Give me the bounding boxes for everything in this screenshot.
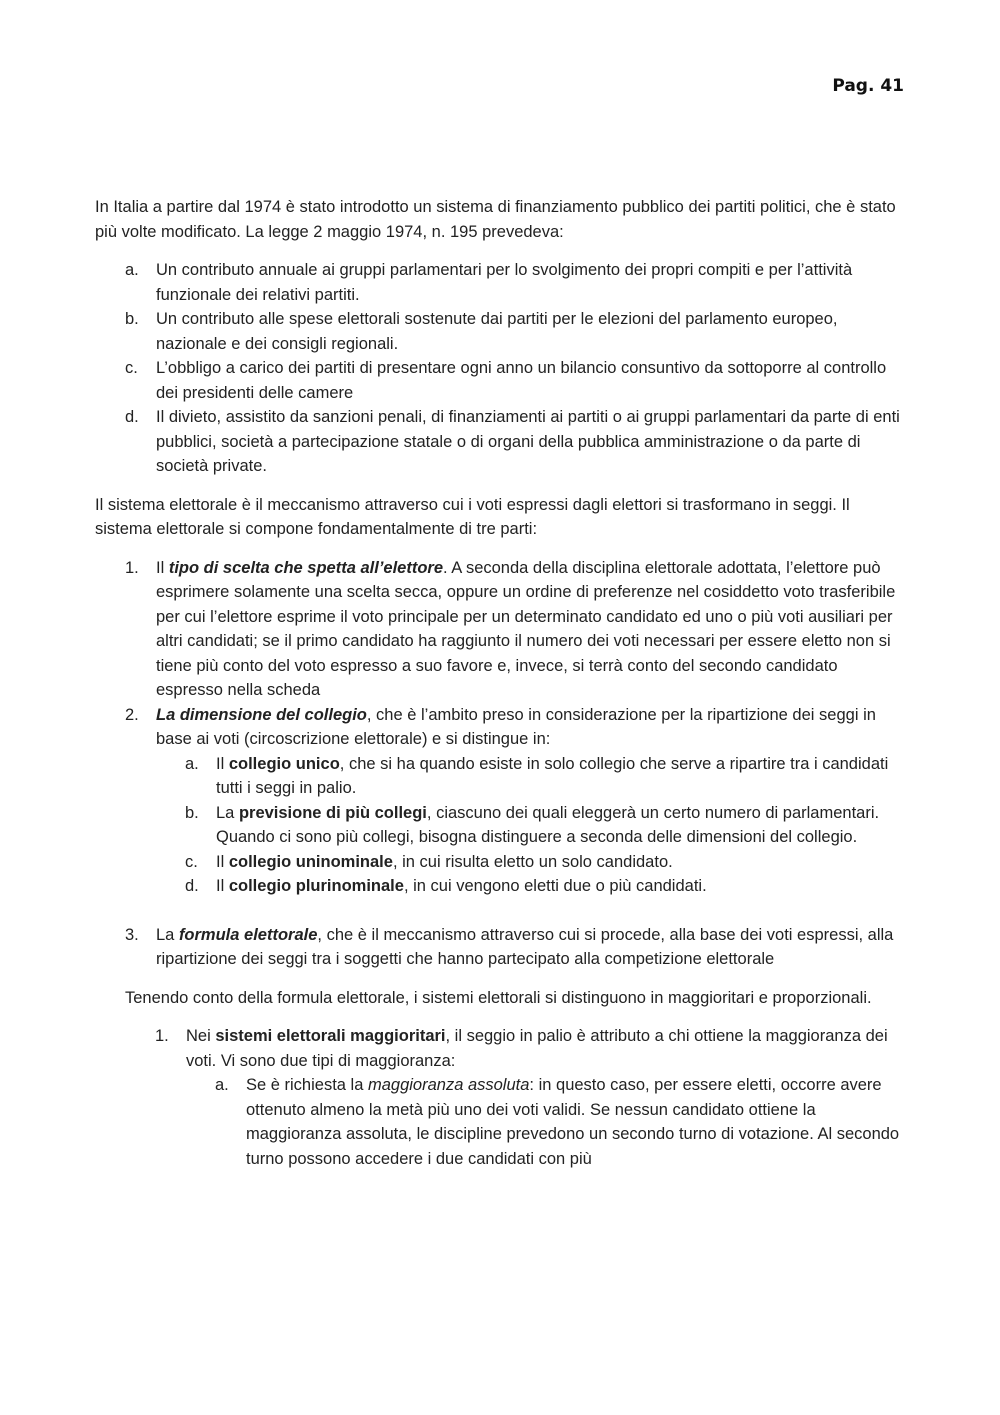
text-run: Se è richiesta la xyxy=(246,1076,368,1094)
list-item xyxy=(125,923,907,972)
text-run: , che si ha quando esiste in solo collegio che serve a ripartire tra i candidati tutti i seggi in palio. xyxy=(216,754,889,797)
sub-list-item xyxy=(185,752,907,801)
sub-list xyxy=(185,752,907,899)
bold-term: collegio uninominale xyxy=(228,852,393,871)
list-item-text: Un contributo annuale ai gruppi parlamentari per lo svolgimento dei propri compiti e per l’attività funzionale dei relativi partiti. xyxy=(156,261,853,304)
bold-term: collegio plurinominale xyxy=(228,877,404,895)
emphasis-term: tipo di scelta che spetta all’elettore xyxy=(168,558,444,577)
list-item xyxy=(125,405,907,479)
text-run: : in questo caso, per essere eletti, occorre avere ottenuto almeno la metà più uno dei voti validi. Se nessun candidato ottiene la maggioranza assoluta, le discipline prevedono un secondo turno di votazione. Al secondo turno possono accedere i due candidati con più xyxy=(246,1076,900,1168)
text-run: . A seconda della disciplina elettorale adottata, l’elettore può esprimere solamente una scelta secca, oppure un ordine di preferenze nel cosiddetto voto trasferibile per cui l’elettore esprime il voto principale per un determinato candidato ed uno o più voti ausiliari per altri candidati; se il primo candidato ha raggiunto il numero dei voti necessari per essere eletto non si tiene più conto del voto espresso a suo favore e, invece, si terrà conto del secondo candidato espresso nella scheda xyxy=(156,558,896,699)
list-item xyxy=(125,307,907,356)
page-number: Pag. 41 xyxy=(832,76,904,96)
emphasis-term: La dimensione del collegio xyxy=(156,705,367,724)
list-item-text: L’obbligo a carico dei partiti di presentare ogni anno un bilancio consuntivo da sottoporre al controllo dei presidenti delle camere xyxy=(156,359,887,402)
italic-term: maggioranza assoluta xyxy=(367,1076,530,1094)
list-marker: d. xyxy=(125,408,139,426)
bold-term: collegio unico xyxy=(228,754,340,773)
intro-list xyxy=(125,258,907,479)
page-content xyxy=(95,195,907,1171)
list-item xyxy=(125,703,907,899)
list-item-text: Il divieto, assistito da sanzioni penali, di finanziamenti ai partiti o ai gruppi parlamentari da parte di enti pubblici, società a partecipazione statale o di organi della pubblica amministrazione o da parte di società private. xyxy=(156,408,900,475)
text-run: , che è l’ambito preso in considerazione per la ripartizione dei seggi in base ai voti (circoscrizione elettorale) e si distingue in: xyxy=(156,705,876,748)
text-run: , ciascuno dei quali eleggerà un certo numero di parlamentari. Quando ci sono più collegi, bisogna distinguere a seconda delle dimensioni del collegio. xyxy=(216,803,880,846)
list-marker: 1. xyxy=(125,558,139,577)
sistema-paragraph: Il sistema elettorale è il meccanismo attraverso cui i voti espressi dagli elettori si trasformano in seggi. Il sistema elettorale si compone fondamentalmente di tre parti: xyxy=(95,495,850,538)
text-run: Il xyxy=(156,558,169,577)
text-run: Il xyxy=(216,852,229,871)
text-run: La xyxy=(216,803,239,822)
sub-list-item xyxy=(185,850,907,875)
list-marker: a. xyxy=(215,1076,229,1094)
list-marker: d. xyxy=(185,877,199,895)
bold-term: sistemi elettorali maggioritari xyxy=(215,1027,446,1045)
text-run: Il xyxy=(216,877,229,895)
list-item-text: Un contributo alle spese elettorali sostenute dai partiti per le elezioni del parlamento europeo, nazionale e dei consigli regionali. xyxy=(156,310,838,353)
list-marker: a. xyxy=(185,754,199,773)
list-marker: b. xyxy=(185,803,199,822)
sub-list-item xyxy=(185,801,907,850)
sub-list-item xyxy=(185,874,907,899)
list-item xyxy=(125,258,907,307)
text-run: Il xyxy=(216,754,229,773)
list-item xyxy=(155,1024,907,1171)
formula-paragraph: Tenendo conto della formula elettorale, i sistemi elettorali si distinguono in maggioritari e proporzionali. xyxy=(125,988,872,1007)
formula-list xyxy=(155,1024,907,1171)
sub-list-item xyxy=(215,1073,907,1171)
text-run: Nei xyxy=(186,1027,216,1045)
text-run: , il seggio in palio è attributo a chi ottiene la maggioranza dei voti. Vi sono due tipi di maggioranza: xyxy=(186,1027,888,1070)
list-item xyxy=(125,556,907,703)
text-run: , che è il meccanismo attraverso cui si procede, alla base dei voti espressi, alla ripartizione dei seggi tra i soggetti che hanno partecipato alla competizione elettorale xyxy=(156,925,894,968)
intro-paragraph: In Italia a partire dal 1974 è stato introdotto un sistema di finanziamento pubblico dei partiti politici, che è stato più volte modificato. La legge 2 maggio 1974, n. 195 prevedeva: xyxy=(95,198,896,241)
text-run: , in cui vengono eletti due o più candidati. xyxy=(403,877,707,895)
list-marker: a. xyxy=(125,261,139,279)
list-marker: 2. xyxy=(125,705,139,724)
emphasis-term: formula elettorale xyxy=(178,925,318,944)
sistema-list xyxy=(125,556,907,972)
list-marker: b. xyxy=(125,310,139,328)
bold-term: previsione di più collegi xyxy=(238,803,427,822)
sub-list xyxy=(215,1073,907,1171)
list-marker: c. xyxy=(185,852,198,871)
list-marker: 1. xyxy=(155,1027,169,1045)
text-run: , in cui risulta eletto un solo candidato. xyxy=(392,852,673,871)
text-run: La xyxy=(156,925,179,944)
list-marker: 3. xyxy=(125,925,139,944)
list-item xyxy=(125,356,907,405)
list-marker: c. xyxy=(125,359,138,377)
